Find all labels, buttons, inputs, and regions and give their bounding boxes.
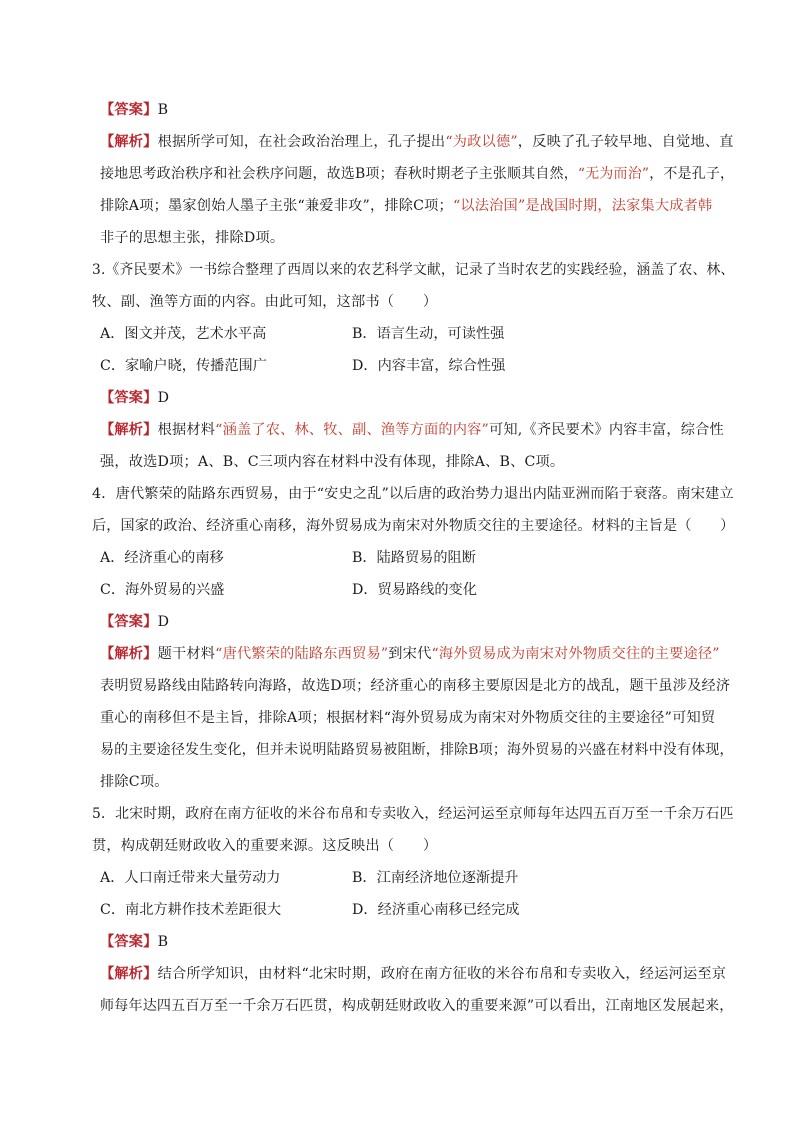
- analysis-line: [100, 164, 734, 184]
- text-run: 根据所学可知，在社会政治治理上，孔子提出: [157, 134, 446, 150]
- text-run: 接地思考政治秩序和社会秩序问题，故选B项；春秋时期老子主张顺其自然，: [100, 166, 578, 182]
- analysis-line: [100, 420, 724, 440]
- highlight-run: “涵盖了农、林、牧、副、渔等方面的内容”: [215, 422, 490, 438]
- answer-line: [100, 100, 168, 120]
- option-b: B．江南经济地位逐渐提升: [352, 870, 519, 886]
- text-run: 可知,《齐民要术》内容丰富，综合性: [489, 422, 724, 438]
- text-run: 表明贸易路线由陆路转向海路，故选D项；经济重心的南移主要原因是北方的战乱，题干虽涉及经济: [100, 678, 731, 694]
- answer-tag: 【答案】: [100, 614, 158, 630]
- text-run: 牧、副、渔等方面的内容。由此可知，这部书（ ）: [92, 294, 438, 310]
- text-run: 师每年达四五百万至一千余万石匹贯，构成朝廷财政收入的重要来源”可以看出，江南地区发展起来，: [100, 998, 734, 1014]
- option-b: B．陆路贸易的阻断: [352, 550, 476, 566]
- text-run: 5．北宋时期，政府在南方征收的米谷布帛和专卖收入，经运河运至京师每年达四五百万至一千余万石匹: [92, 806, 734, 822]
- analysis-line: [100, 196, 712, 216]
- option-b: B．语言生动，可读性强: [352, 326, 505, 342]
- answer-line: [100, 612, 169, 632]
- question-stem: [92, 260, 734, 280]
- analysis-line: [100, 676, 730, 696]
- text-run: 贯，构成朝廷财政收入的重要来源。这反映出（ ）: [92, 838, 438, 854]
- answer-value: D: [157, 614, 170, 630]
- analysis-line: [100, 132, 734, 152]
- analysis-tag: 【解析】: [100, 134, 158, 150]
- analysis-line: [100, 964, 726, 984]
- highlight-run: “为政以德”: [445, 134, 518, 150]
- text-run: 易的主要途径发生变化，但并未说明陆路贸易被阻断，排除B项；海外贸易的兴盛在材料中没有体现，: [100, 742, 734, 758]
- option-c: C．海外贸易的兴盛: [100, 582, 225, 598]
- text-run: ，反映了孔子较早地、自觉地、直: [517, 134, 734, 150]
- analysis-tag: 【解析】: [100, 646, 158, 662]
- highlight-run: “无为而治”: [577, 166, 650, 182]
- answer-value: D: [157, 390, 170, 406]
- option-a: A．经济重心的南移: [100, 550, 224, 566]
- answer-tag: 【答案】: [100, 102, 158, 118]
- option-d: D．内容丰富，综合性强: [352, 358, 506, 374]
- highlight-run: “海外贸易成为南宋对外物质交往的主要途径”: [431, 646, 720, 662]
- text-run: 结合所学知识，由材料“北宋时期，政府在南方征收的米谷布帛和专卖收入，经运河运至京: [157, 966, 727, 982]
- text-run: 到宋代: [388, 646, 432, 662]
- analysis-line: [100, 708, 715, 728]
- answer-line: [100, 388, 169, 408]
- analysis-line: [100, 740, 734, 760]
- option-c: C．南北方耕作技术差距很大: [100, 902, 282, 918]
- answer-tag: 【答案】: [100, 934, 158, 950]
- text-run: 题干材料: [157, 646, 216, 662]
- text-run: 根据材料: [157, 422, 216, 438]
- answer-tag: 【答案】: [100, 390, 158, 406]
- text-run: 强，故选D项；A、B、C三项内容在材料中没有体现，排除A、B、C项。: [100, 454, 565, 470]
- highlight-run: “唐代繁荣的陆路东西贸易”: [215, 646, 389, 662]
- text-run: 排除C项。: [100, 774, 169, 790]
- question-stem: [92, 804, 734, 824]
- text-run: 3.《齐民要术》一书综合整理了西周以来的农艺科学文献，记录了当时农艺的实践经验，涵盖了农、林、: [92, 262, 735, 278]
- text-run: 重心的南移但不是主旨，排除A项；根据材料“海外贸易成为南宋对外物质交往的主要途径”可知贸: [100, 710, 716, 726]
- analysis-line: [100, 644, 720, 664]
- text-run: 后，国家的政治、经济重心南移，海外贸易成为南宋对外物质交往的主要途径。材料的主旨是（ ）: [92, 518, 735, 534]
- option-c: C．家喻户晓，传播范围广: [100, 358, 267, 374]
- option-a: A．人口南迁带来大量劳动力: [100, 870, 281, 886]
- text-run: 排除A项；墨家创始人墨子主张“兼爱非攻”，排除C项；: [100, 198, 453, 214]
- analysis-tag: 【解析】: [100, 422, 158, 438]
- option-d: D．贸易路线的变化: [352, 582, 477, 598]
- question-stem: [92, 292, 437, 312]
- question-stem: [92, 516, 734, 536]
- answer-value: B: [157, 102, 169, 118]
- question-stem: [92, 484, 734, 504]
- highlight-run: “以法治国”是战国时期，法家集大成者韩: [452, 198, 713, 214]
- analysis-line: [100, 228, 284, 248]
- text-run: 非子的思想主张，排除D项。: [100, 230, 285, 246]
- text-run: 4．唐代繁荣的陆路东西贸易，由于“安史之乱”以后唐的政治势力退出内陆亚洲而陷于衰落。南宋建立: [92, 486, 734, 502]
- answer-line: [100, 932, 168, 952]
- analysis-tag: 【解析】: [100, 966, 158, 982]
- analysis-line: [100, 996, 734, 1016]
- analysis-line: [100, 772, 169, 792]
- text-run: ，不是孔子，: [649, 166, 735, 182]
- analysis-line: [100, 452, 564, 472]
- answer-value: B: [157, 934, 169, 950]
- option-d: D．经济重心南移已经完成: [352, 902, 520, 918]
- option-a: A．图文并茂，艺术水平高: [100, 326, 267, 342]
- question-stem: [92, 836, 437, 856]
